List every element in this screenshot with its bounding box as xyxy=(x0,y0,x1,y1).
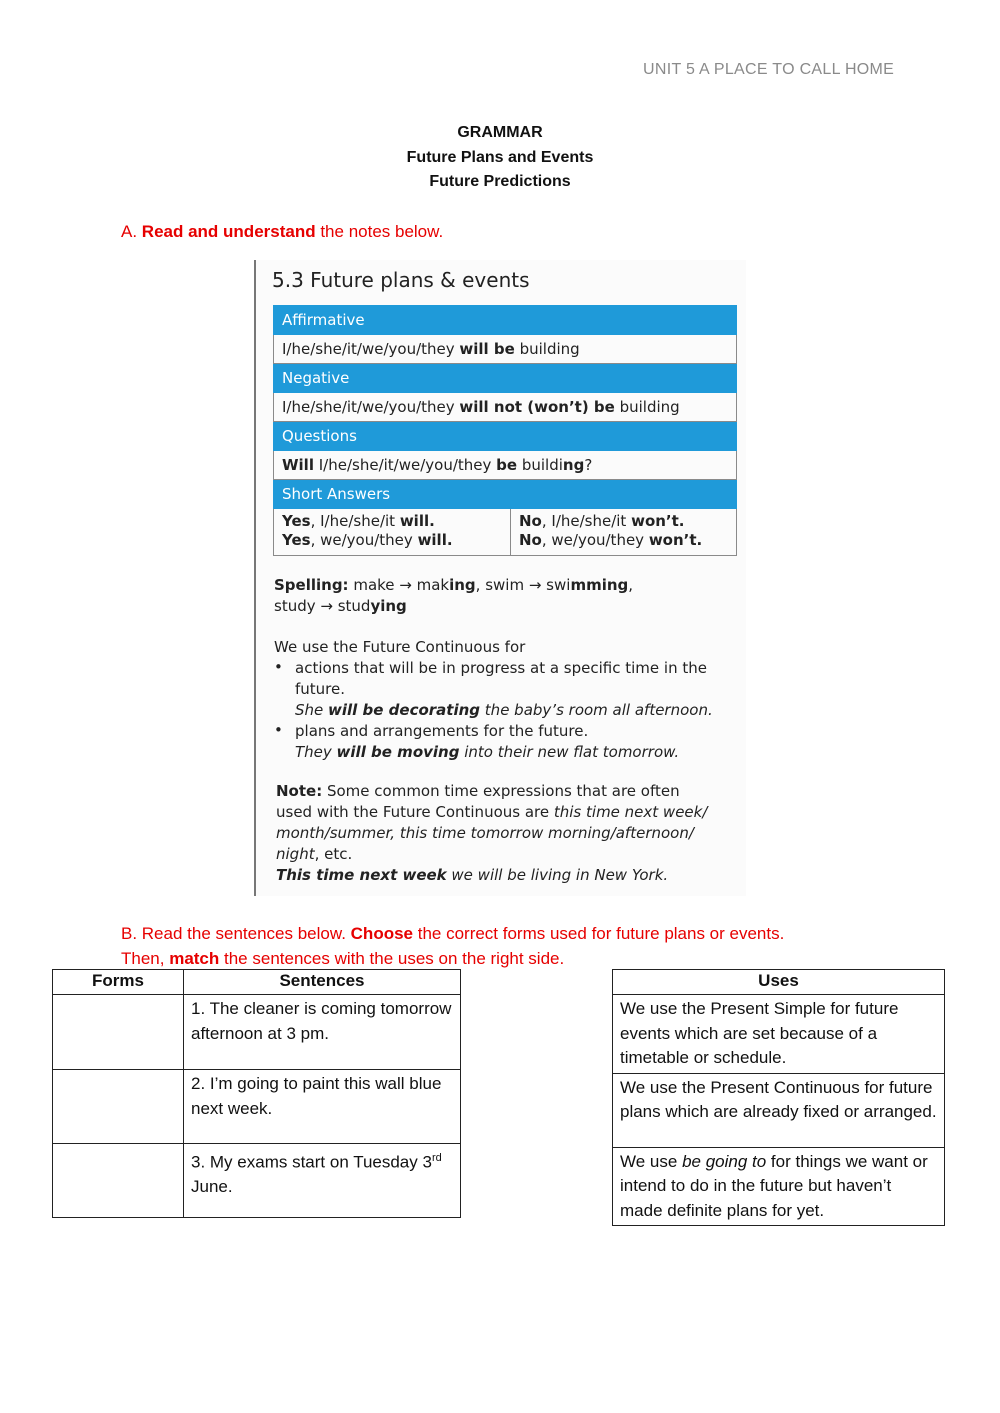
bullet-1-text: actions that will be in progress at a specific time in the future. She will be decorating the baby’s room all afternoon. xyxy=(295,659,713,719)
sentences-header: Sentences xyxy=(184,970,461,995)
affirmative-header: Affirmative xyxy=(274,306,737,335)
instruction-a: A. Read and understand the notes below. xyxy=(121,222,444,241)
grammar-title: GRAMMAR xyxy=(457,124,543,141)
negative-header: Negative xyxy=(274,364,737,393)
sentence-3: 3. My exams start on Tuesday 3rd June. xyxy=(184,1144,461,1218)
use-3[interactable]: We use be going to for things we want or intend to do in the future but haven’t made definite plans for yet. xyxy=(613,1147,945,1226)
bullet-2-glyph: • xyxy=(274,721,283,739)
time-expressions-note: Note: Some common time expressions that are often used with the Future Continuous are this time next week/ month/summer, this time tomorrow morning/afternoon/ night, etc. This time next week we will be living in New York. xyxy=(276,782,708,884)
questions-row: Will I/he/she/it/we/you/they be building? xyxy=(274,451,737,480)
grammar-table xyxy=(273,305,737,556)
use-intro: We use the Future Continuous for xyxy=(274,638,526,656)
grammar-panel xyxy=(254,260,746,896)
bullet-2-text: plans and arrangements for the future. They will be moving into their new flat tomorrow. xyxy=(295,722,680,761)
forms-header: Forms xyxy=(53,970,184,995)
affirmative-row: I/he/she/it/we/you/they will be building xyxy=(274,335,737,364)
unit-header: UNIT 5 A PLACE TO CALL HOME xyxy=(643,61,895,78)
use-2[interactable]: We use the Present Continuous for future plans which are already fixed or arranged. xyxy=(613,1073,945,1147)
short-answers-header: Short Answers xyxy=(274,480,737,509)
forms-sentences-table xyxy=(52,969,461,1218)
uses-header: Uses xyxy=(613,970,945,995)
form-cell-3[interactable] xyxy=(53,1144,184,1218)
form-cell-1[interactable] xyxy=(53,995,184,1070)
short-answers-no: No, I/he/she/it won’t. No, we/you/they won’t. xyxy=(511,509,737,556)
form-cell-2[interactable] xyxy=(53,1070,184,1144)
short-answers-yes: Yes, I/he/she/it will. Yes, we/you/they will. xyxy=(274,509,511,556)
spelling-note: Spelling: make → making, swim → swimming, study → studying xyxy=(274,576,634,615)
bullet-1-glyph: • xyxy=(274,658,283,676)
negative-row: I/he/she/it/we/you/they will not (won’t) be building xyxy=(274,393,737,422)
sentence-2: 2. I’m going to paint this wall blue next week. xyxy=(184,1070,461,1144)
instruction-b: B. Read the sentences below. Choose the correct forms used for future plans or events. Then, match the sentences with the uses on the right side. xyxy=(121,924,785,968)
subtitle-plans: Future Plans and Events xyxy=(406,149,594,166)
use-1[interactable]: We use the Present Simple for future events which are set because of a timetable or schedule. xyxy=(613,995,945,1074)
panel-title: 5.3 Future plans & events xyxy=(272,268,530,292)
subtitle-predictions: Future Predictions xyxy=(429,173,571,190)
sentence-1: 1. The cleaner is coming tomorrow afternoon at 3 pm. xyxy=(184,995,461,1070)
questions-header: Questions xyxy=(274,422,737,451)
uses-table xyxy=(612,969,945,1226)
